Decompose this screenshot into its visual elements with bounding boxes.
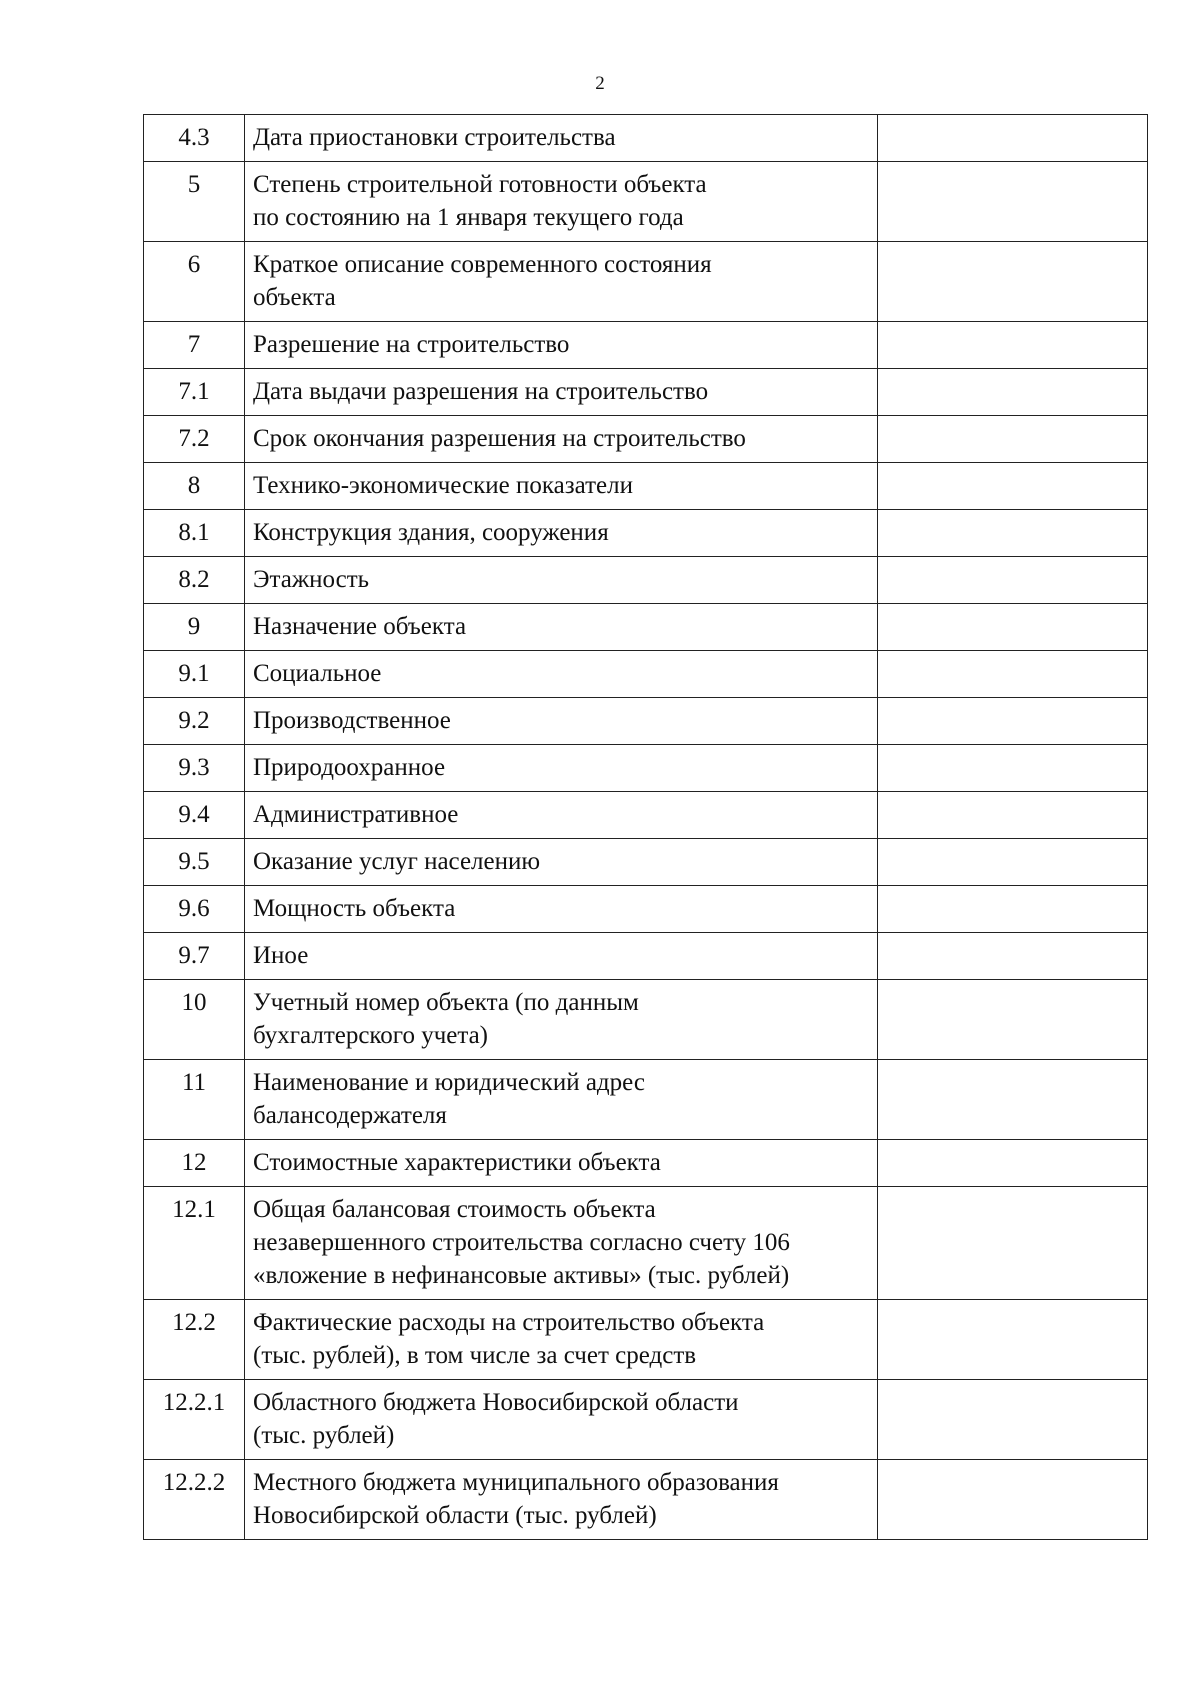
row-number: 8 <box>144 463 245 510</box>
row-label: Природоохранное <box>245 745 878 792</box>
table-row <box>144 115 1148 162</box>
table-row <box>144 839 1148 886</box>
row-value-cell <box>878 651 1148 698</box>
row-value-cell <box>878 745 1148 792</box>
table-row <box>144 886 1148 933</box>
row-value-cell <box>878 1380 1148 1460</box>
row-label: Административное <box>245 792 878 839</box>
row-label: Степень строительной готовности объекта по состоянию на 1 января текущего года <box>245 162 878 242</box>
table-row <box>144 463 1148 510</box>
row-label: Местного бюджета муниципального образования Новосибирской области (тыс. рублей) <box>245 1460 878 1540</box>
row-number: 9.7 <box>144 933 245 980</box>
row-value-cell <box>878 322 1148 369</box>
row-label: Стоимостные характеристики объекта <box>245 1140 878 1187</box>
row-number: 9.2 <box>144 698 245 745</box>
row-number: 10 <box>144 980 245 1060</box>
table-row <box>144 933 1148 980</box>
table-row <box>144 745 1148 792</box>
table-row <box>144 604 1148 651</box>
row-label: Социальное <box>245 651 878 698</box>
row-number: 8.1 <box>144 510 245 557</box>
page-number: 2 <box>595 73 605 94</box>
row-number: 9.6 <box>144 886 245 933</box>
row-label: Областного бюджета Новосибирской области (тыс. рублей) <box>245 1380 878 1460</box>
row-value-cell <box>878 1187 1148 1300</box>
row-value-cell <box>878 698 1148 745</box>
row-number: 11 <box>144 1060 245 1140</box>
row-value-cell <box>878 1300 1148 1380</box>
row-label: Технико-экономические показатели <box>245 463 878 510</box>
row-label: Назначение объекта <box>245 604 878 651</box>
table-row <box>144 792 1148 839</box>
row-value-cell <box>878 792 1148 839</box>
row-value-cell <box>878 980 1148 1060</box>
row-number: 7.2 <box>144 416 245 463</box>
row-value-cell <box>878 1060 1148 1140</box>
row-number: 7 <box>144 322 245 369</box>
row-label: Оказание услуг населению <box>245 839 878 886</box>
row-value-cell <box>878 1140 1148 1187</box>
row-label: Этажность <box>245 557 878 604</box>
table-row <box>144 322 1148 369</box>
row-value-cell <box>878 557 1148 604</box>
data-table <box>143 114 1148 1540</box>
row-value-cell <box>878 369 1148 416</box>
row-label: Наименование и юридический адрес балансодержателя <box>245 1060 878 1140</box>
row-value-cell <box>878 1460 1148 1540</box>
row-label: Конструкция здания, сооружения <box>245 510 878 557</box>
table-row <box>144 1140 1148 1187</box>
row-number: 9 <box>144 604 245 651</box>
table-row <box>144 1460 1148 1540</box>
table-row <box>144 698 1148 745</box>
row-label: Иное <box>245 933 878 980</box>
table-row <box>144 369 1148 416</box>
table-row <box>144 651 1148 698</box>
table-row <box>144 1060 1148 1140</box>
row-label: Дата приостановки строительства <box>245 115 878 162</box>
row-number: 12 <box>144 1140 245 1187</box>
row-label: Краткое описание современного состояния объекта <box>245 242 878 322</box>
row-value-cell <box>878 242 1148 322</box>
row-label: Мощность объекта <box>245 886 878 933</box>
row-number: 12.2.2 <box>144 1460 245 1540</box>
row-value-cell <box>878 933 1148 980</box>
table-row <box>144 557 1148 604</box>
row-number: 12.1 <box>144 1187 245 1300</box>
table-row <box>144 980 1148 1060</box>
row-number: 12.2.1 <box>144 1380 245 1460</box>
row-number: 9.4 <box>144 792 245 839</box>
row-number: 9.5 <box>144 839 245 886</box>
row-number: 5 <box>144 162 245 242</box>
table-row <box>144 162 1148 242</box>
row-label: Общая балансовая стоимость объекта незавершенного строительства согласно счету 106 «вложение в нефинансовые активы» (тыс. рублей) <box>245 1187 878 1300</box>
row-number: 6 <box>144 242 245 322</box>
row-number: 7.1 <box>144 369 245 416</box>
row-value-cell <box>878 115 1148 162</box>
table-row <box>144 1187 1148 1300</box>
row-label: Разрешение на строительство <box>245 322 878 369</box>
table-body <box>144 115 1148 1540</box>
row-label: Фактические расходы на строительство объекта (тыс. рублей), в том числе за счет средств <box>245 1300 878 1380</box>
row-value-cell <box>878 604 1148 651</box>
row-label: Дата выдачи разрешения на строительство <box>245 369 878 416</box>
row-number: 9.1 <box>144 651 245 698</box>
row-value-cell <box>878 463 1148 510</box>
row-label: Производственное <box>245 698 878 745</box>
table-row <box>144 1380 1148 1460</box>
table-row <box>144 242 1148 322</box>
row-number: 4.3 <box>144 115 245 162</box>
row-number: 9.3 <box>144 745 245 792</box>
row-value-cell <box>878 510 1148 557</box>
row-label: Учетный номер объекта (по данным бухгалтерского учета) <box>245 980 878 1060</box>
table-row <box>144 510 1148 557</box>
table-row <box>144 1300 1148 1380</box>
table-row <box>144 416 1148 463</box>
row-number: 8.2 <box>144 557 245 604</box>
row-value-cell <box>878 416 1148 463</box>
row-value-cell <box>878 162 1148 242</box>
row-value-cell <box>878 886 1148 933</box>
row-label: Срок окончания разрешения на строительство <box>245 416 878 463</box>
row-value-cell <box>878 839 1148 886</box>
row-number: 12.2 <box>144 1300 245 1380</box>
